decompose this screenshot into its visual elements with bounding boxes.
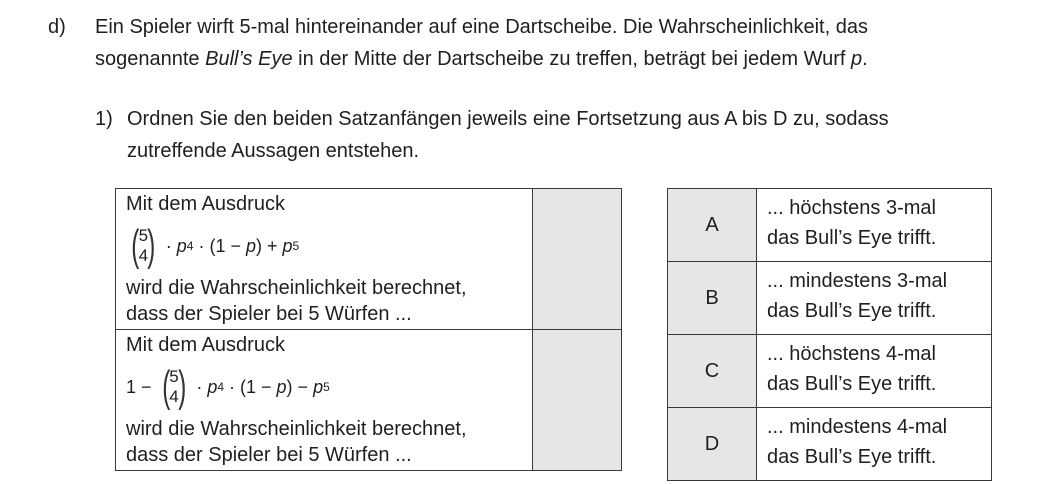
statement-cell (116, 189, 533, 330)
task-line-2 (95, 43, 995, 75)
task-line-1: Ein Spieler wirft 5-mal hintereinander auf eine Dartscheibe. Die Wahrscheinlichkeit, das (95, 16, 868, 38)
formula-exp: 4 (186, 239, 194, 253)
task-text-part: . (862, 48, 868, 70)
formula-mid2: ) − (286, 377, 314, 397)
subtask-line-2: zutreffende Aussagen entstehen. (127, 140, 420, 162)
paren-right: ) (177, 362, 187, 411)
subtask-line-1: Ordnen Sie den beiden Satzanfängen jeweils eine Fortsetzung aus A bis D zu, sodass (127, 108, 889, 130)
binom-top: 5 (169, 367, 179, 386)
formula-p: p (276, 377, 287, 397)
formula-p: p (176, 236, 187, 256)
option-row (668, 408, 992, 481)
statement-intro: Mit dem Ausdruck (126, 334, 285, 356)
formula-prefix: 1 − (126, 377, 157, 397)
formula-exp: 5 (292, 239, 300, 253)
options-table (667, 188, 992, 481)
option-line-2: das Bull’s Eye trifft. (767, 227, 937, 249)
binomial-coefficient (128, 221, 159, 270)
formula-mid: · (1 − (193, 236, 246, 256)
option-letter: A (668, 189, 757, 262)
option-line-1: ... höchstens 3-mal (767, 197, 936, 219)
option-row (668, 262, 992, 335)
binom-bottom: 4 (169, 387, 179, 406)
formula-p: p (207, 377, 218, 397)
paren-left: ( (161, 362, 170, 411)
option-line-1: ... höchstens 4-mal (767, 343, 936, 365)
statement-formula (126, 358, 526, 416)
option-text (757, 262, 992, 335)
option-text (757, 335, 992, 408)
statement-end-1: wird die Wahrscheinlichkeit berechnet, (126, 277, 467, 299)
option-letter: D (668, 408, 757, 481)
option-row (668, 335, 992, 408)
binom-top: 5 (138, 226, 149, 245)
answer-box[interactable] (533, 189, 622, 330)
formula-mid: · (1 − (224, 377, 277, 397)
statement-end-2: dass der Spieler bei 5 Würfen ... (126, 303, 412, 325)
formula-p: p (246, 236, 257, 256)
binomial-coefficient (159, 362, 190, 411)
answer-box[interactable] (533, 330, 622, 471)
statement-end-2: dass der Spieler bei 5 Würfen ... (126, 444, 412, 466)
statement-intro: Mit dem Ausdruck (126, 193, 285, 215)
subtask-label: 1) (95, 108, 113, 130)
formula-dot: · (160, 236, 177, 256)
paren-left: ( (131, 221, 140, 270)
statement-end-1: wird die Wahrscheinlichkeit berechnet, (126, 418, 467, 440)
option-row (668, 189, 992, 262)
statement-formula (126, 217, 526, 275)
formula-p: p (313, 377, 324, 397)
option-letter: B (668, 262, 757, 335)
paren-right: ) (147, 221, 156, 270)
task-text-part: in der Mitte der Dartscheibe zu treffen, beträgt bei jedem Wurf (298, 48, 846, 70)
formula-exp: 5 (323, 380, 330, 394)
formula-p: p (282, 236, 293, 256)
option-line-1: ... mindestens 3-mal (767, 270, 948, 292)
bulls-eye-term: Bull’s Eye (205, 48, 293, 70)
option-line-2: das Bull’s Eye trifft. (767, 446, 937, 468)
binom-bottom: 4 (138, 246, 149, 265)
option-line-2: das Bull’s Eye trifft. (767, 373, 937, 395)
statements-table (115, 188, 622, 471)
task-label: d) (48, 16, 66, 38)
formula-mid2: ) + (256, 236, 283, 256)
statement-cell (116, 330, 533, 471)
option-text (757, 408, 992, 481)
option-line-1: ... mindestens 4-mal (767, 416, 948, 438)
formula-exp: 4 (217, 380, 225, 394)
statement-row (116, 189, 622, 330)
binom-numbers (169, 367, 178, 407)
variable-p: p (851, 48, 863, 70)
subtask-text (127, 103, 1007, 167)
option-line-2: das Bull’s Eye trifft. (767, 300, 937, 322)
statement-row (116, 330, 622, 471)
option-text (757, 189, 992, 262)
option-letter: C (668, 335, 757, 408)
formula-dot: · (191, 377, 208, 397)
task-text-part: sogenannte (95, 48, 200, 70)
task-text (95, 11, 995, 75)
